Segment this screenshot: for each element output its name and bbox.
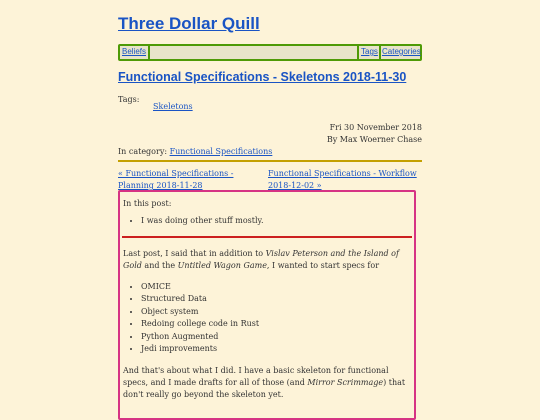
list-item: • Object system <box>141 306 411 319</box>
summary-list <box>123 215 411 228</box>
tags-label: Tags: <box>118 95 140 104</box>
paragraph: Last post, I said that in addition to Vislav Peterson and the Island of Gold and the Untitled Wagon Game, I wanted to start specs for <box>123 248 399 270</box>
game-title: Untitled Wagon Game <box>177 260 267 270</box>
site-title-link[interactable]: Three Dollar Quill <box>118 14 260 33</box>
list-item: • Python Augmented <box>141 331 411 344</box>
nav-separator <box>148 46 150 59</box>
list-item: • Structured Data <box>141 293 411 306</box>
divider <box>118 160 422 162</box>
list-item: • OMICE <box>141 281 411 294</box>
list-item: • Jedi improvements <box>141 343 411 356</box>
in-this-post-label: In this post: <box>123 199 172 208</box>
divider <box>122 236 412 238</box>
next-post-link[interactable]: Functional Specifications - Workflow 2018-12-02 » <box>268 169 417 190</box>
post-category <box>118 147 272 156</box>
paragraph: And that's about what I did. I have a basic skeleton for functional specs, and I made drafts for all of those (and Mirror Scrimmage) that don't really go beyond the skeleton yet. <box>123 365 406 399</box>
list-item: • Redoing college code in Rust <box>141 318 411 331</box>
nav-tags-link[interactable]: Tags <box>361 47 378 56</box>
nav-separator <box>379 46 381 59</box>
category-link[interactable]: Functional Specifications <box>169 147 273 156</box>
post-date: Fri 30 November 2018 <box>329 123 422 132</box>
specs-list <box>123 281 411 356</box>
nav-beliefs-link[interactable]: Beliefs <box>122 47 147 56</box>
post-author: By Max Woerner Chase <box>326 135 422 144</box>
list-item: • I was doing other stuff mostly. <box>141 215 411 228</box>
nav-separator <box>357 46 359 59</box>
category-label: In category: <box>118 147 170 156</box>
post-title-link[interactable]: Functional Specifications - Skeletons 2018-11-30 <box>118 70 407 84</box>
nav-bar <box>118 44 422 61</box>
game-title: Mirror Scrimmage <box>307 377 384 387</box>
prev-post-link[interactable]: « Functional Specifications - Planning 2018-11-28 <box>118 169 234 190</box>
post-content <box>118 190 416 420</box>
nav-categories-link[interactable]: Categories <box>382 47 421 56</box>
book-title: Vislav Peterson and the Island of Gold <box>123 248 399 270</box>
tag-link[interactable]: Skeletons <box>153 102 193 111</box>
